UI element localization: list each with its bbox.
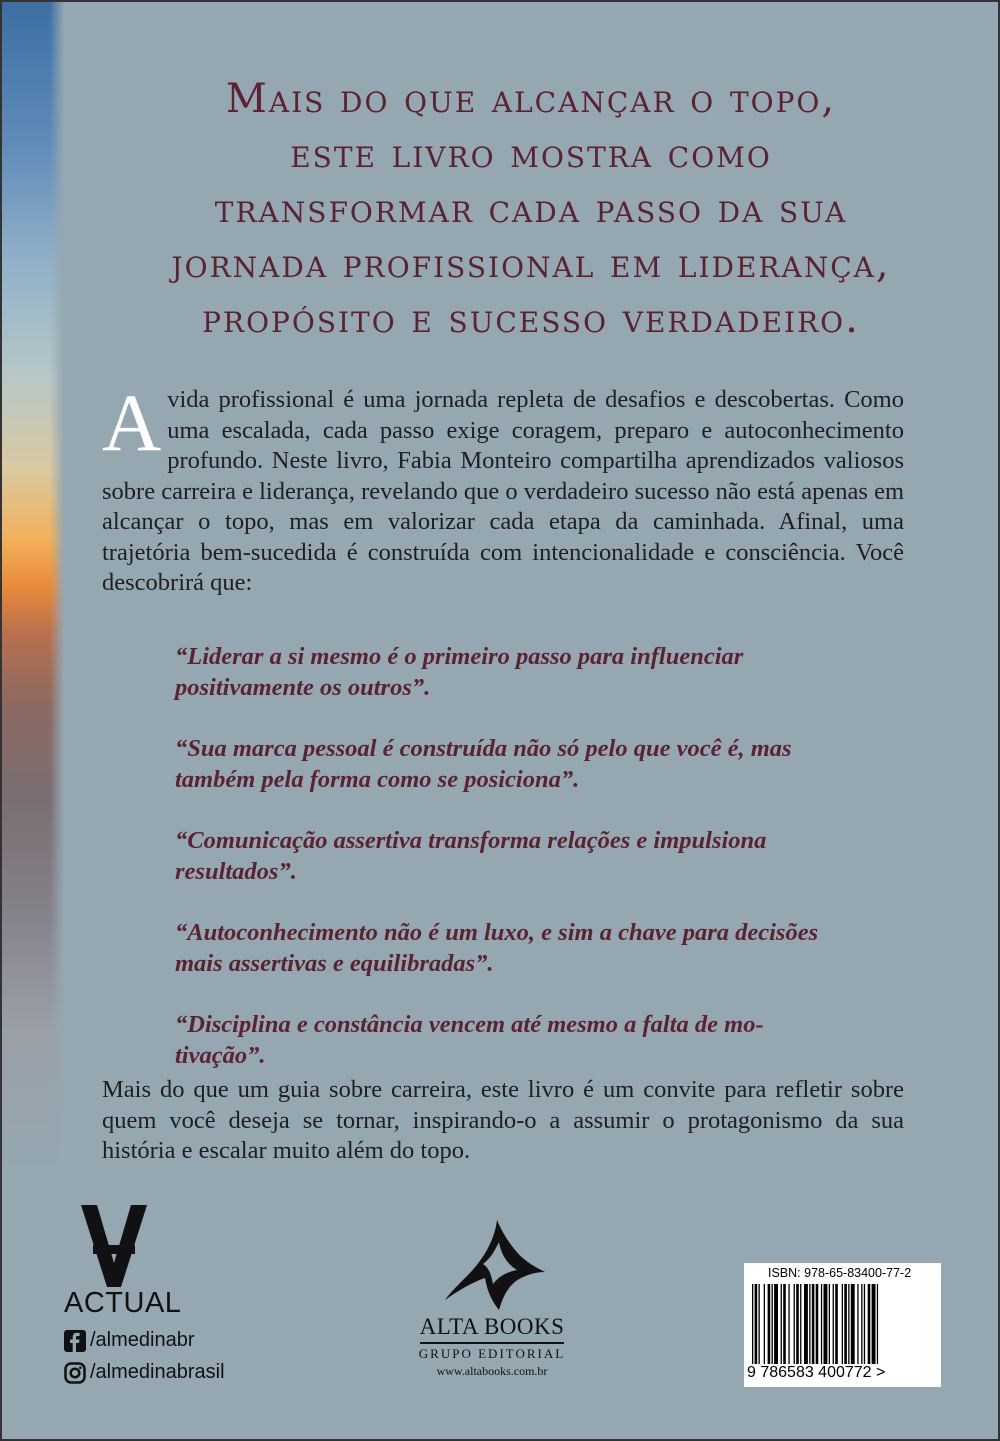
- alta-books-logo: [407, 1220, 577, 1379]
- quote-item: “Sua marca pessoal é construída não só pelo que você é, mas também pela forma como se posiciona”.: [175, 735, 792, 793]
- alta-books-subtitle: GRUPO EDITORIAL: [418, 1346, 566, 1361]
- facebook-icon: [64, 1330, 86, 1352]
- sunset-photo-strip: [2, 2, 64, 1172]
- quote-item: “Disciplina e constância vencem até mesmo a falta de motivação”.: [175, 1011, 764, 1069]
- alta-books-url: www.altabooks.com.br: [436, 1364, 548, 1378]
- instagram-link[interactable]: [64, 1361, 225, 1384]
- headline-line: transformar cada passo da sua: [214, 186, 848, 232]
- facebook-link[interactable]: [64, 1329, 195, 1352]
- headline-line: este livro mostra como: [290, 131, 772, 177]
- instagram-icon: [64, 1362, 86, 1384]
- alta-books-wordmark: ALTA BOOKS: [420, 1314, 565, 1344]
- quote-item: “Comunicação assertiva transforma relações e impulsiona resultados”.: [175, 827, 767, 885]
- instagram-handle: /almedinabrasil: [90, 1361, 225, 1383]
- quote-item: “Liderar a si mesmo é o primeiro passo para influenciar positivamente os outros”.: [175, 643, 744, 701]
- actual-wordmark: ACTUAL: [64, 1287, 182, 1319]
- barcode-bars: [752, 1284, 933, 1364]
- headline-line: Mais do que alcançar o topo,: [225, 76, 837, 122]
- drop-cap: A: [102, 377, 162, 468]
- barcode-digits: 9 786583 400772 >: [747, 1364, 886, 1381]
- quote-item: “Autoconhecimento não é um luxo, e sim a chave para decisões mais assertivas e equilibradas”.: [175, 919, 819, 977]
- intro-text: vida profissional é uma jornada repleta de desafios e descobertas. Como uma escalada, cada passo exige coragem, preparo e autoconhecimento profundo. Neste livro, Fabia Monteiro compartilha aprendizados valiosos sobre carreira e liderança, revelando que o verdadeiro sucesso não está apenas em alcançar o topo, mas em valorizar cada etapa da caminhada. Afinal, uma trajetória bem-sucedida é construída com intencionalidade e consciência. Você descobrirá que:: [102, 386, 904, 596]
- actual-logo: [64, 1205, 182, 1320]
- headline-line: jornada profissional em liderança,: [171, 241, 891, 287]
- isbn-barcode: [744, 1263, 941, 1387]
- headline: [64, 72, 998, 347]
- alta-mountain-icon: [437, 1220, 547, 1312]
- quote-list: [175, 642, 835, 1102]
- facebook-handle: /almedinabr: [90, 1329, 195, 1351]
- isbn-label: ISBN: 978-65-83400-77-2: [768, 1266, 912, 1280]
- intro-paragraph: [102, 377, 904, 599]
- headline-line: propósito e sucesso verdadeiro.: [202, 296, 860, 342]
- actual-a-icon: [79, 1205, 149, 1287]
- closing-paragraph: Mais do que um guia sobre carreira, este livro é um convite para refletir sobre quem você deseja se tornar, inspirando-o a assumir o protagonismo da sua história e escalar muito além do topo.: [102, 1076, 904, 1164]
